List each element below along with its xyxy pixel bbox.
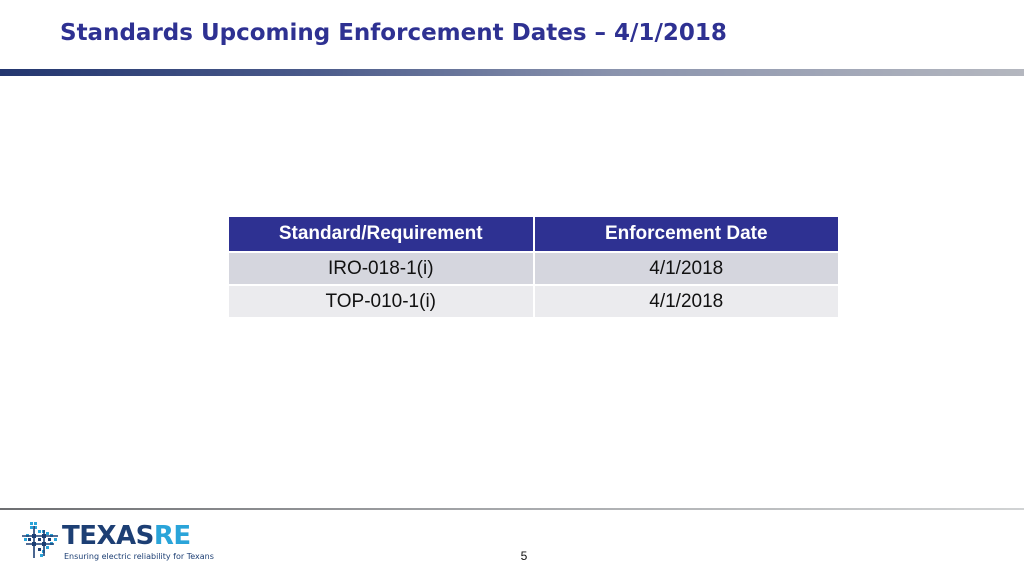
title-underline-bar [0, 69, 1024, 76]
texas-grid-icon [22, 520, 60, 560]
footer-divider [0, 508, 1024, 510]
header-standard-requirement: Standard/Requirement [229, 217, 534, 252]
header-enforcement-date: Enforcement Date [534, 217, 839, 252]
logo-re-text: RE [153, 521, 191, 551]
table-row [229, 285, 838, 317]
slide-title: Standards Upcoming Enforcement Dates – 4/1/2018 [60, 20, 727, 46]
logo-tagline: Ensuring electric reliability for Texans [64, 552, 214, 561]
logo-texas-text: TEXAS [62, 521, 154, 551]
cell-enforcement-date: 4/1/2018 [534, 252, 839, 285]
cell-standard: IRO-018-1(i) [229, 252, 534, 285]
logo-wordmark [62, 522, 191, 550]
cell-enforcement-date: 4/1/2018 [534, 285, 839, 317]
cell-standard: TOP-010-1(i) [229, 285, 534, 317]
enforcement-dates-table-container [229, 217, 838, 317]
page-number: 5 [520, 549, 528, 563]
enforcement-dates-table [229, 217, 838, 317]
table-row [229, 252, 838, 285]
texas-re-logo [22, 518, 222, 566]
table-header-row [229, 217, 838, 252]
